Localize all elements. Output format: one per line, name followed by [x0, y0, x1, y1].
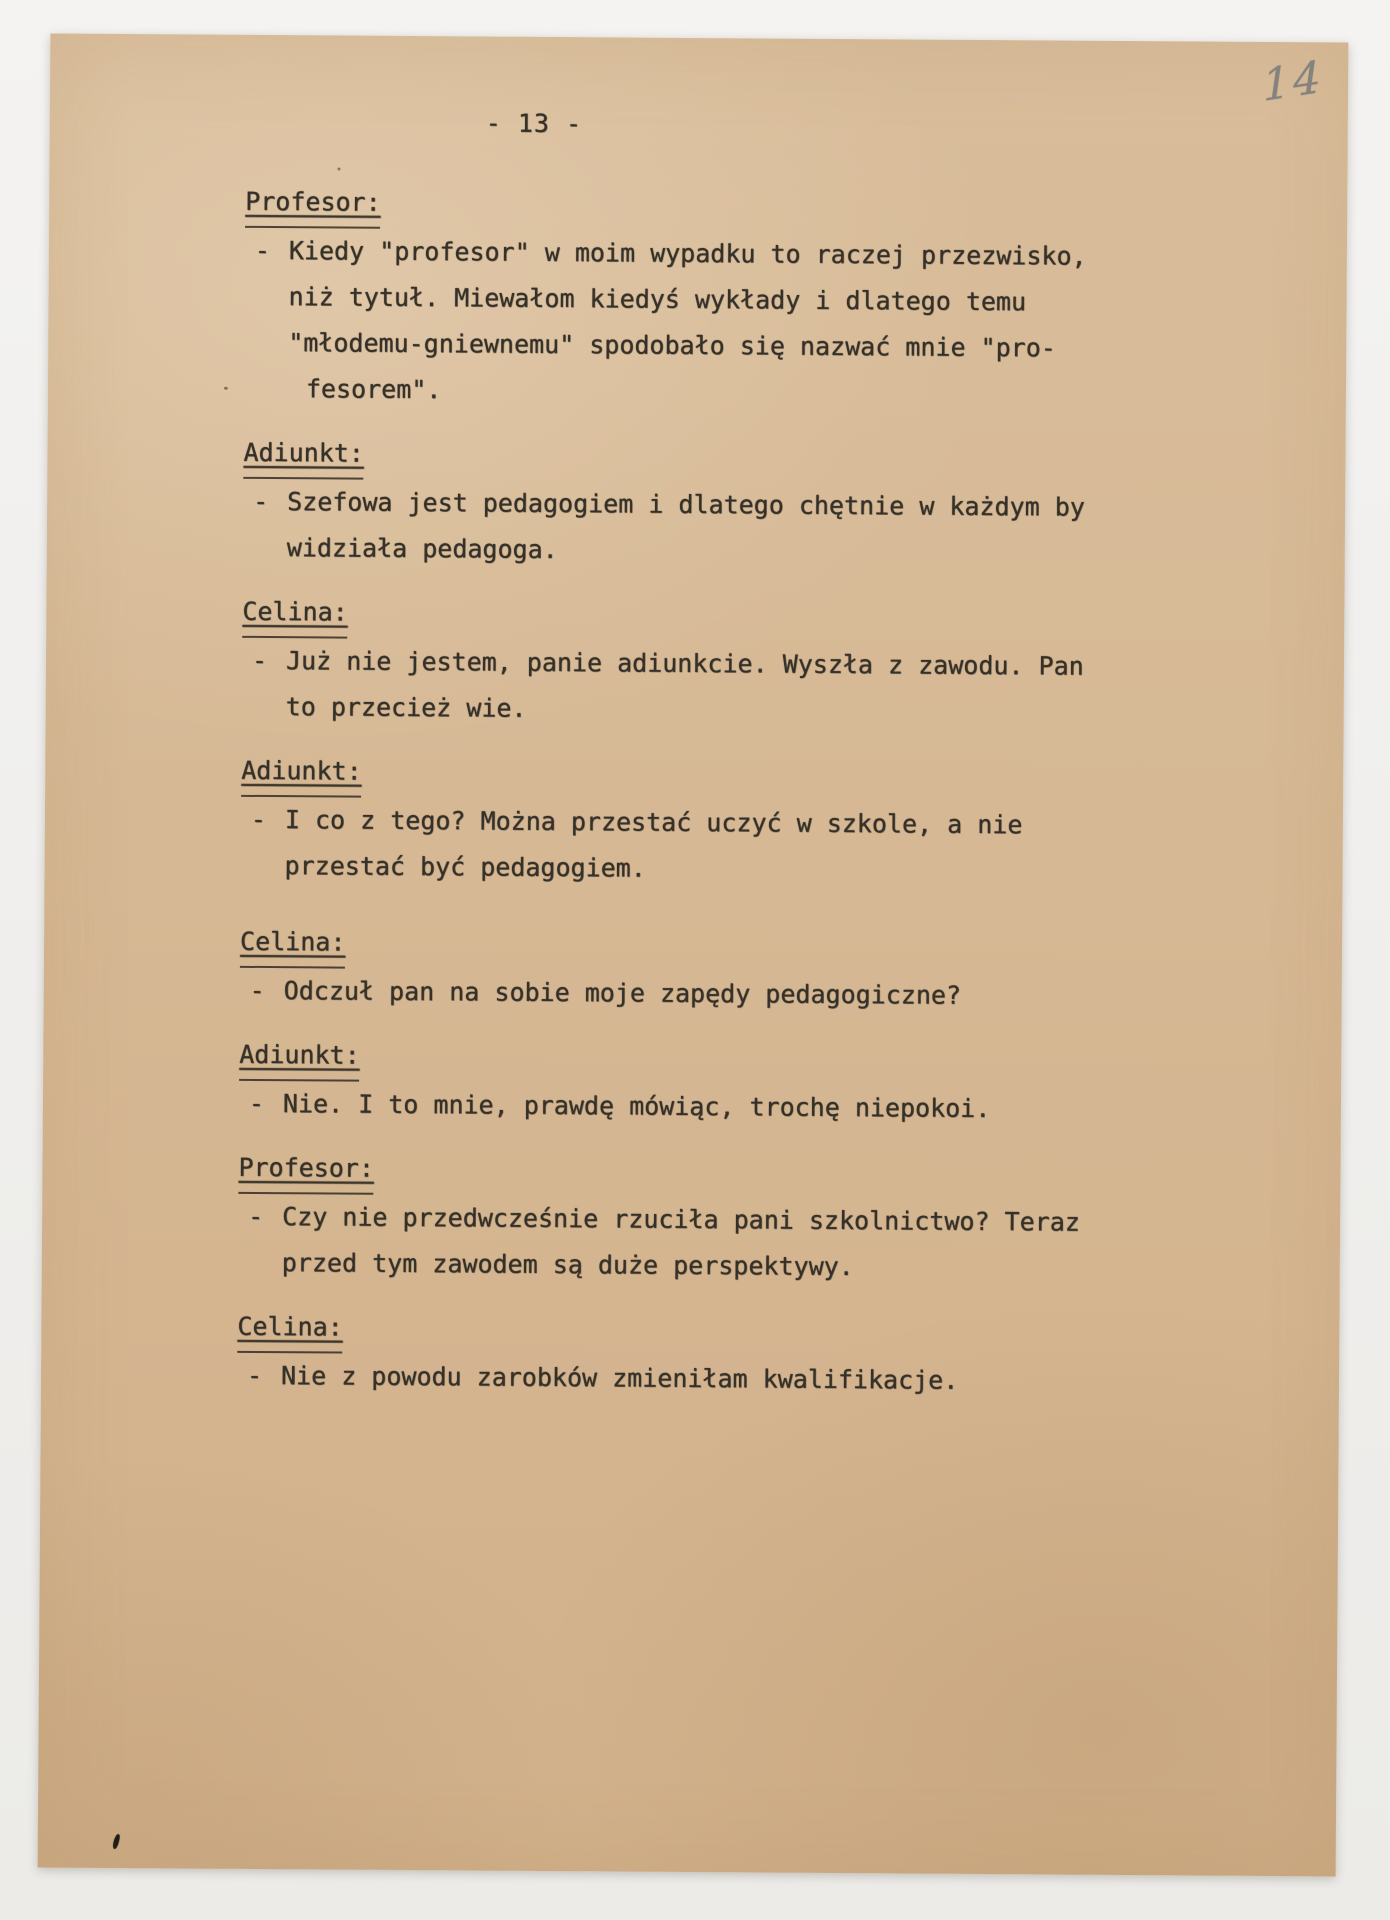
handwritten-folio-number: 14 — [1261, 51, 1325, 112]
dialogue-line: widziała pedagoga. — [286, 533, 558, 565]
speaker-heading: Celina: — [240, 919, 1282, 975]
dash: - — [248, 1088, 265, 1119]
dash: - — [246, 1360, 263, 1391]
dialogue-block — [243, 430, 1286, 578]
paper-sheet — [38, 33, 1349, 1876]
dialogue-line: przestać być pedagogiem. — [284, 851, 646, 883]
dialogue-line: przed tym zawodem są duże perspektywy. — [281, 1248, 854, 1282]
dash: - — [251, 645, 268, 676]
dash: - — [248, 1201, 264, 1232]
dash: - — [254, 235, 271, 266]
speaker-heading: Adiunkt: — [243, 430, 1285, 486]
dialogue-line: - Kiedy "profesor" w moim wypadku to raczej przezwisko, — [289, 228, 1287, 281]
speaker-heading: Adiunkt: — [241, 748, 1283, 804]
dialogue-block — [240, 748, 1283, 896]
dialogue-line: to przecież wie. — [285, 692, 527, 723]
dialogue-line: - Szefowa jest pedagogiem i dlatego chętnie w każdym by — [287, 479, 1285, 532]
dash: - — [250, 804, 267, 835]
dialogue-line: - Czy nie przedwcześnie rzuciła pani szkolnictwo? Teraz — [282, 1194, 1280, 1247]
dialogue-block — [240, 919, 1283, 1021]
dialogue-line: - Nie z powodu zarobków zmieniłam kwalifikacje. — [281, 1353, 1279, 1406]
dash: - — [249, 975, 265, 1006]
dialogue-line: fesorem". — [305, 374, 442, 405]
dialogue-line: - Nie. I to mnie, prawdę mówiąc, trochę niepokoi. — [283, 1081, 1281, 1134]
typed-content — [237, 99, 1288, 1406]
speaker-heading: Profesor: — [238, 1145, 1280, 1201]
dialogue-line: niż tytuł. Miewałom kiedyś wykłady i dlatego temu — [288, 282, 1027, 317]
dialogue-line: - I co z tego? Można przestać uczyć w szkole, a nie — [285, 797, 1283, 850]
speaker-heading: Adiunkt: — [239, 1032, 1281, 1088]
dialogue-line: - Odczuł pan na sobie moje zapędy pedagogiczne? — [284, 968, 1282, 1021]
dialogue-block — [238, 1145, 1281, 1293]
dialogue-block — [242, 589, 1285, 737]
dialogue-block — [237, 1304, 1280, 1406]
dash: - — [253, 486, 269, 517]
dialogue-block — [244, 179, 1288, 419]
ink-smudge — [112, 1834, 121, 1850]
speaker-heading: Celina: — [237, 1304, 1279, 1360]
paper-speck — [224, 387, 228, 390]
speaker-heading: Profesor: — [245, 179, 1287, 235]
dialogue-line: - Już nie jestem, panie adiunkcie. Wyszła z zawodu. Pan — [286, 638, 1284, 691]
page-number: - 13 - — [485, 108, 583, 139]
dialogue-block — [239, 1032, 1282, 1134]
dialogue-line: "młodemu-gniewnemu" spodobało się nazwać mnie "pro- — [288, 328, 1056, 363]
speaker-heading: Celina: — [242, 589, 1284, 645]
